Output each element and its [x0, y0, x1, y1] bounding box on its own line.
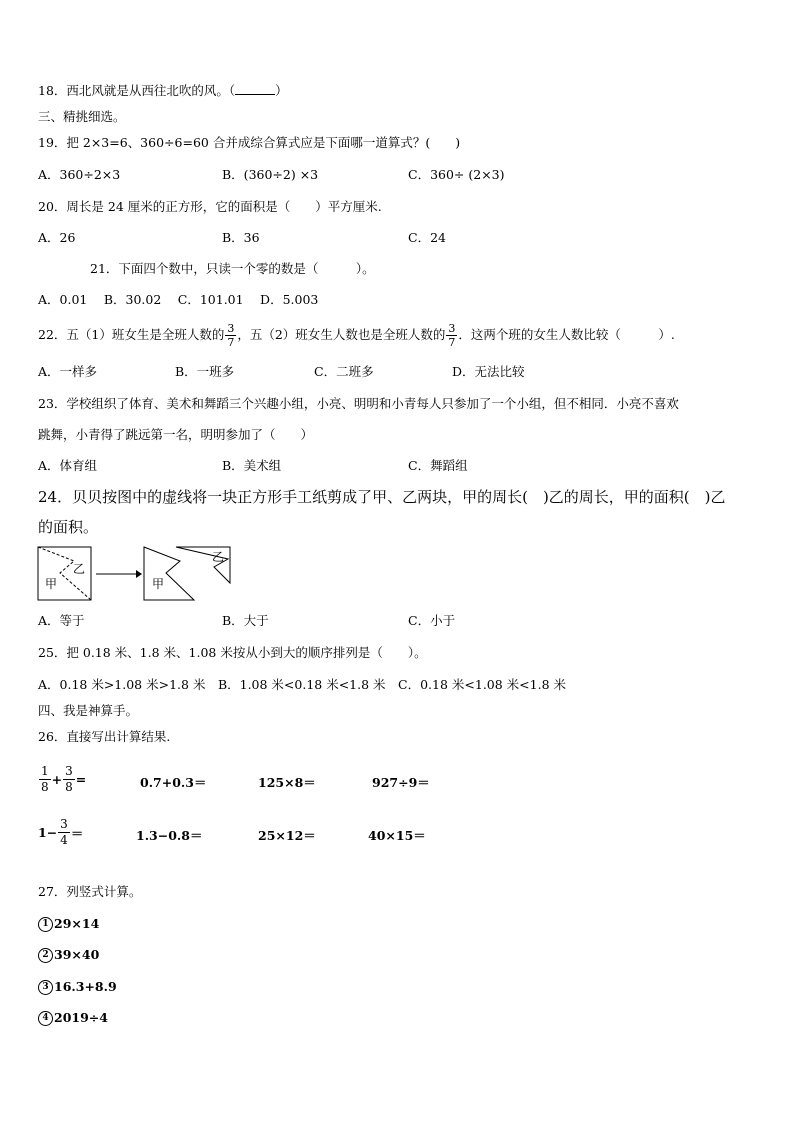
calc-1-1: $\frac{1}{8}$ + $\frac{3}{8}$ =	[41, 764, 87, 794]
circled-number-2: 2	[38, 948, 53, 963]
q22-option-d[interactable]: D．无法比较	[452, 364, 525, 379]
question-19-stem: 19．把 2×3=6、360÷6=60 合并成综合算式应是下面哪一道算式？( )	[38, 135, 461, 150]
label-jia: 甲	[45, 577, 58, 591]
calc-1-4: 927÷9＝	[372, 775, 430, 790]
question-27-stem: 27．列竖式计算。	[38, 884, 142, 899]
label-yi: 乙	[212, 550, 225, 564]
q23-option-b[interactable]: B．美术组	[222, 458, 282, 473]
circled-number-4: 4	[38, 1011, 53, 1026]
q25-options[interactable]: A．0.18 米>1.08 米>1.8 米 B．1.08 米<0.18 米<1.8 米 C．0.18 米<1.08 米<1.8 米	[38, 677, 567, 692]
q27-item-2: 2 39×40	[38, 946, 99, 964]
question-24-line-1: 24．贝贝按图中的虚线将一块正方形手工纸剪成了甲、乙两块，甲的周长( )乙的周长，甲的面积( )乙	[38, 488, 726, 506]
q27-item-3: 3 16.3+8.9	[38, 978, 117, 996]
calc-1-3: 125×8＝	[258, 775, 316, 790]
q24-option-c[interactable]: C．小于	[408, 613, 456, 628]
q22-option-c[interactable]: C．二班多	[314, 364, 374, 379]
q20-option-b[interactable]: B．36	[222, 230, 260, 245]
calc-2-3: 25×12＝	[258, 828, 316, 843]
q19-option-c[interactable]: C．360÷ (2×3)	[408, 167, 505, 182]
piece-jia	[144, 547, 194, 600]
q24-option-a[interactable]: A．等于	[38, 613, 85, 628]
calc-2-2: 1.3−0.8＝	[136, 828, 203, 843]
q23-option-c[interactable]: C．舞蹈组	[408, 458, 468, 473]
question-23-line-1: 23．学校组织了体育、美术和舞蹈三个兴趣小组，小亮、明明和小青每人只参加了一个小组，但不相同．小亮不喜欢	[38, 396, 679, 411]
q24-option-b[interactable]: B．大于	[222, 613, 269, 628]
circled-number-1: 1	[38, 917, 53, 932]
fraction-three-sevenths: $\frac{3}{7}$	[227, 321, 235, 349]
q19-option-a[interactable]: A．360÷2×3	[38, 167, 121, 182]
q22-option-b[interactable]: B．一班多	[175, 364, 235, 379]
question-24-line-2: 的面积。	[38, 518, 99, 536]
square-cut-diagram	[36, 545, 258, 605]
q21-options[interactable]: A．0.01 B．30.02 C．101.01 D．5.003	[38, 292, 319, 307]
calc-1-2: 0.7+0.3＝	[140, 775, 207, 790]
q19-option-b[interactable]: B．(360÷2) ×3	[222, 167, 319, 182]
answer-blank[interactable]	[235, 82, 275, 95]
section-4-heading: 四、我是神算手。	[38, 703, 139, 718]
question-20-stem: 20．周长是 24 厘米的正方形，它的面积是（ ）平方厘米.	[38, 199, 382, 214]
q27-item-4: 4 2019÷4	[38, 1009, 108, 1027]
question-18: 18．西北风就是从西往北吹的风。（ ）	[38, 83, 288, 98]
label-yi: 乙	[73, 562, 86, 576]
circled-number-3: 3	[38, 980, 53, 995]
question-26-stem: 26．直接写出计算结果.	[38, 729, 171, 744]
question-21-stem: 21．下面四个数中，只读一个零的数是（ ）。	[90, 261, 375, 276]
question-23-line-2: 跳舞，小青得了跳远第一名，明明参加了（ ）	[38, 427, 314, 442]
label-jia: 甲	[152, 577, 165, 591]
question-22-stem: 22．五（1）班女生是全班人数的 $\frac{3}{7}$ ，五（2）班女生人数也是全班人数的 $\frac{3}{7}$ ．这两个班的女生人数比较（ ）.	[38, 321, 675, 349]
question-25-stem: 25．把 0.18 米、1.8 米、1.08 米按从小到大的顺序排列是（ ）。	[38, 645, 427, 660]
fraction-three-sevenths: $\frac{3}{7}$	[448, 321, 456, 349]
section-3-heading: 三、精挑细选。	[38, 109, 126, 124]
q20-option-c[interactable]: C．24	[408, 230, 446, 245]
calc-2-1: 1− $\frac{3}{4}$ ＝	[38, 817, 84, 847]
q27-item-1: 1 29×14	[38, 915, 99, 933]
q20-option-a[interactable]: A．26	[38, 230, 76, 245]
q22-option-a[interactable]: A．一样多	[38, 364, 98, 379]
arrow-head-icon	[136, 570, 142, 578]
calc-2-4: 40×15＝	[368, 828, 426, 843]
q23-option-a[interactable]: A．体育组	[38, 458, 98, 473]
